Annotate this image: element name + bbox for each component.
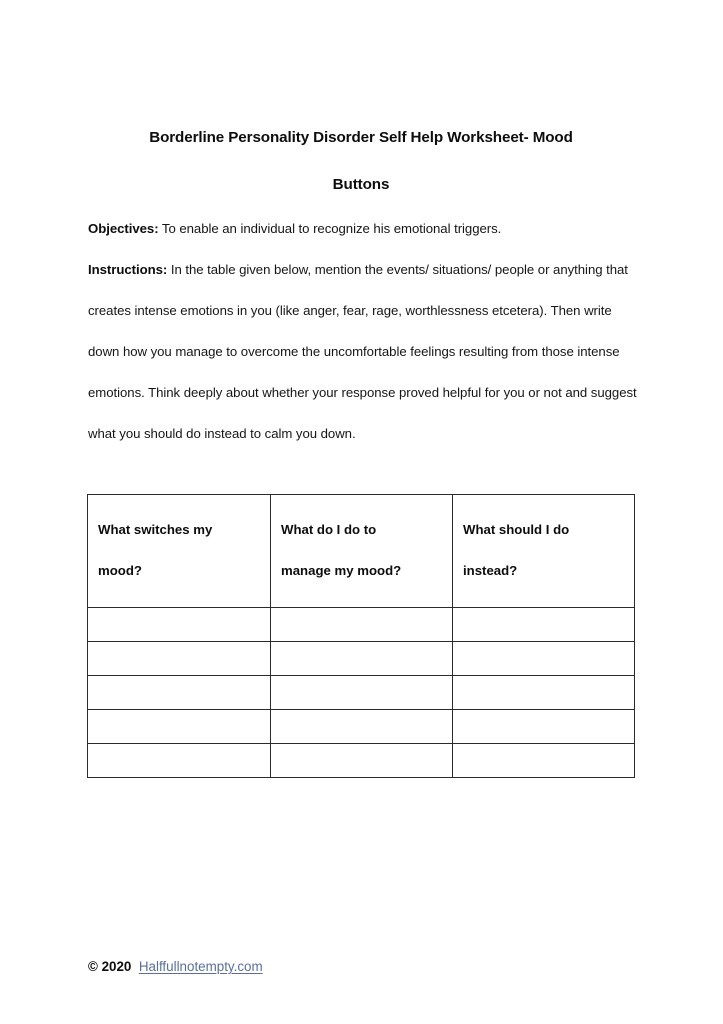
column-header-line: What do I do to (281, 522, 377, 537)
instructions-block (88, 208, 640, 454)
table-cell[interactable] (271, 744, 453, 778)
objectives-text: To enable an individual to recognize his emotional triggers. (158, 221, 502, 236)
table-cell[interactable] (271, 676, 453, 710)
table-row (88, 676, 635, 710)
column-header-line: What switches my (98, 522, 213, 537)
table-row (88, 744, 635, 778)
copyright-notice: © 2020 (88, 959, 132, 974)
column-header-what-should-i-do-instead (453, 495, 635, 608)
website-link[interactable]: Halffullnotempty.com (138, 959, 263, 974)
table-cell[interactable] (453, 642, 635, 676)
column-header-line: mood? (98, 563, 142, 578)
instructions-paragraph (88, 249, 640, 454)
mood-buttons-table (87, 494, 635, 778)
column-header-line: instead? (463, 563, 518, 578)
table-cell[interactable] (271, 710, 453, 744)
instructions-text: In the table given below, mention the events/ situations/ people or anything that creates intense emotions in you (like anger, fear, rage, worthlessness etcetera). Then write down how you manage to overcome the uncomfortable feelings resulting from those intense emotions. Think deeply about whether your response proved helpful for you or not and suggest what you should do instead to calm you down. (88, 262, 637, 441)
page-title-line-2: Buttons (332, 176, 390, 194)
table-row (88, 710, 635, 744)
column-header-line: What should I do (463, 522, 570, 537)
table-cell[interactable] (271, 608, 453, 642)
table-cell[interactable] (88, 642, 271, 676)
objectives-paragraph (88, 208, 640, 249)
column-header-what-switches-my-mood (88, 495, 271, 608)
table-cell[interactable] (453, 608, 635, 642)
table-cell[interactable] (271, 642, 453, 676)
table-body (88, 608, 635, 778)
column-header-line: manage my mood? (281, 563, 402, 578)
table-cell[interactable] (88, 710, 271, 744)
page-title-line-1: Borderline Personality Disorder Self Help Worksheet- Mood (149, 129, 573, 147)
table-cell[interactable] (88, 608, 271, 642)
table-cell[interactable] (453, 710, 635, 744)
table-cell[interactable] (453, 676, 635, 710)
table-row (88, 608, 635, 642)
column-header-what-do-i-do-to-manage-my-mood (271, 495, 453, 608)
footer (88, 956, 263, 978)
objectives-label: Objectives: (88, 221, 159, 236)
table-cell[interactable] (88, 676, 271, 710)
table-cell[interactable] (88, 744, 271, 778)
table-cell[interactable] (453, 744, 635, 778)
table-header-row (88, 495, 635, 608)
page-title (88, 114, 634, 208)
table-row (88, 642, 635, 676)
instructions-label: Instructions: (88, 262, 168, 277)
